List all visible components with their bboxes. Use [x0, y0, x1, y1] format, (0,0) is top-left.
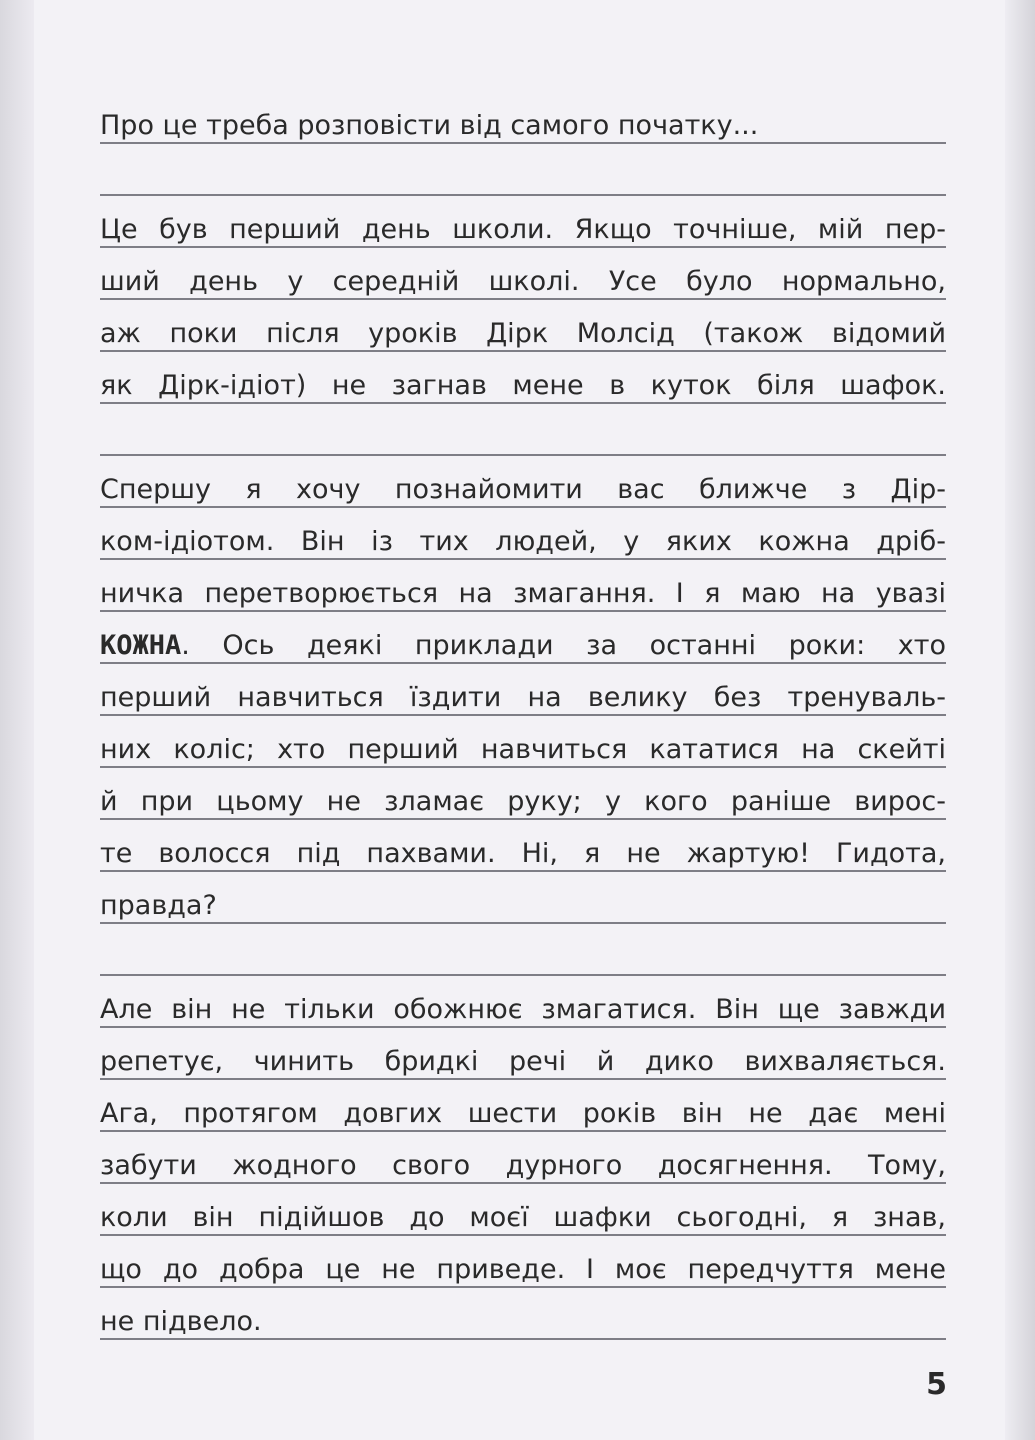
line-text: правда?	[100, 890, 217, 921]
line-text: Але він не тільки обожнює змагатися. Він ще завжди	[100, 994, 946, 1025]
text-line	[100, 1132, 946, 1184]
line-text: Ага, протягом довгих шести років він не дає мені	[100, 1098, 946, 1129]
line-text: Це був перший день школи. Якщо точніше, мій пер-	[100, 214, 946, 245]
line-text: Спершу я хочу познайомити вас ближче з Дір-	[100, 474, 946, 505]
page-edge-left	[0, 0, 34, 1440]
text-line	[100, 248, 946, 300]
text-line	[100, 508, 946, 560]
text-line	[100, 1080, 946, 1132]
text-line	[100, 872, 946, 924]
page-number: 5	[926, 1367, 947, 1402]
text-line	[100, 716, 946, 768]
line-text: ничка перетворюється на змагання. І я маю на увазі	[100, 578, 946, 609]
blank-ruled-line	[100, 404, 946, 456]
line-text: ком-ідіотом. Він із тих людей, у яких кожна дріб-	[100, 526, 946, 557]
line-text: Про це треба розповісти від самого початку...	[100, 110, 759, 141]
text-line	[100, 1236, 946, 1288]
text-line	[100, 92, 946, 144]
text-line	[100, 768, 946, 820]
line-text: не підвело.	[100, 1306, 262, 1337]
text-line	[100, 1184, 946, 1236]
line-text-rest: . Ось деякі приклади за останні роки: хто	[181, 630, 946, 661]
text-line	[100, 196, 946, 248]
blank-ruled-line	[100, 144, 946, 196]
line-text: забути жодного свого дурного досягнення. Тому,	[100, 1150, 946, 1181]
line-text: перший навчиться їздити на велику без тренуваль-	[100, 682, 946, 713]
page-edge-right	[1005, 0, 1035, 1440]
line-text: й при цьому не зламає руку; у кого раніше вирос-	[100, 786, 946, 817]
text-line	[100, 352, 946, 404]
blank-ruled-line	[100, 924, 946, 976]
line-text: що до добра це не приведе. І моє передчуття мене	[100, 1254, 946, 1285]
line-text: репетує, чинить бридкі речі й дико вихваляється.	[100, 1046, 946, 1077]
line-text: ший день у середній школі. Усе було нормально,	[100, 266, 946, 297]
line-text: коли він підійшов до моєї шафки сьогодні, я знав,	[100, 1202, 946, 1233]
line-text: аж поки після уроків Дірк Молсід (також відомий	[100, 318, 946, 349]
text-line	[100, 1288, 946, 1340]
text-line	[100, 1028, 946, 1080]
line-text	[100, 626, 946, 664]
line-text: як Дірк-ідіот) не загнав мене в куток біля шафок.	[100, 370, 946, 401]
text-line	[100, 820, 946, 872]
text-line	[100, 300, 946, 352]
text-line	[100, 976, 946, 1028]
line-text: них коліс; хто перший навчиться кататися на скейті	[100, 734, 946, 765]
text-line	[100, 560, 946, 612]
text-line	[100, 664, 946, 716]
text-line	[100, 456, 946, 508]
ruled-text-area	[100, 92, 946, 1340]
emphasized-word: КОЖНА	[100, 630, 182, 661]
text-line	[100, 612, 946, 664]
line-text: те волосся під пахвами. Ні, я не жартую! Гидота,	[100, 838, 946, 869]
